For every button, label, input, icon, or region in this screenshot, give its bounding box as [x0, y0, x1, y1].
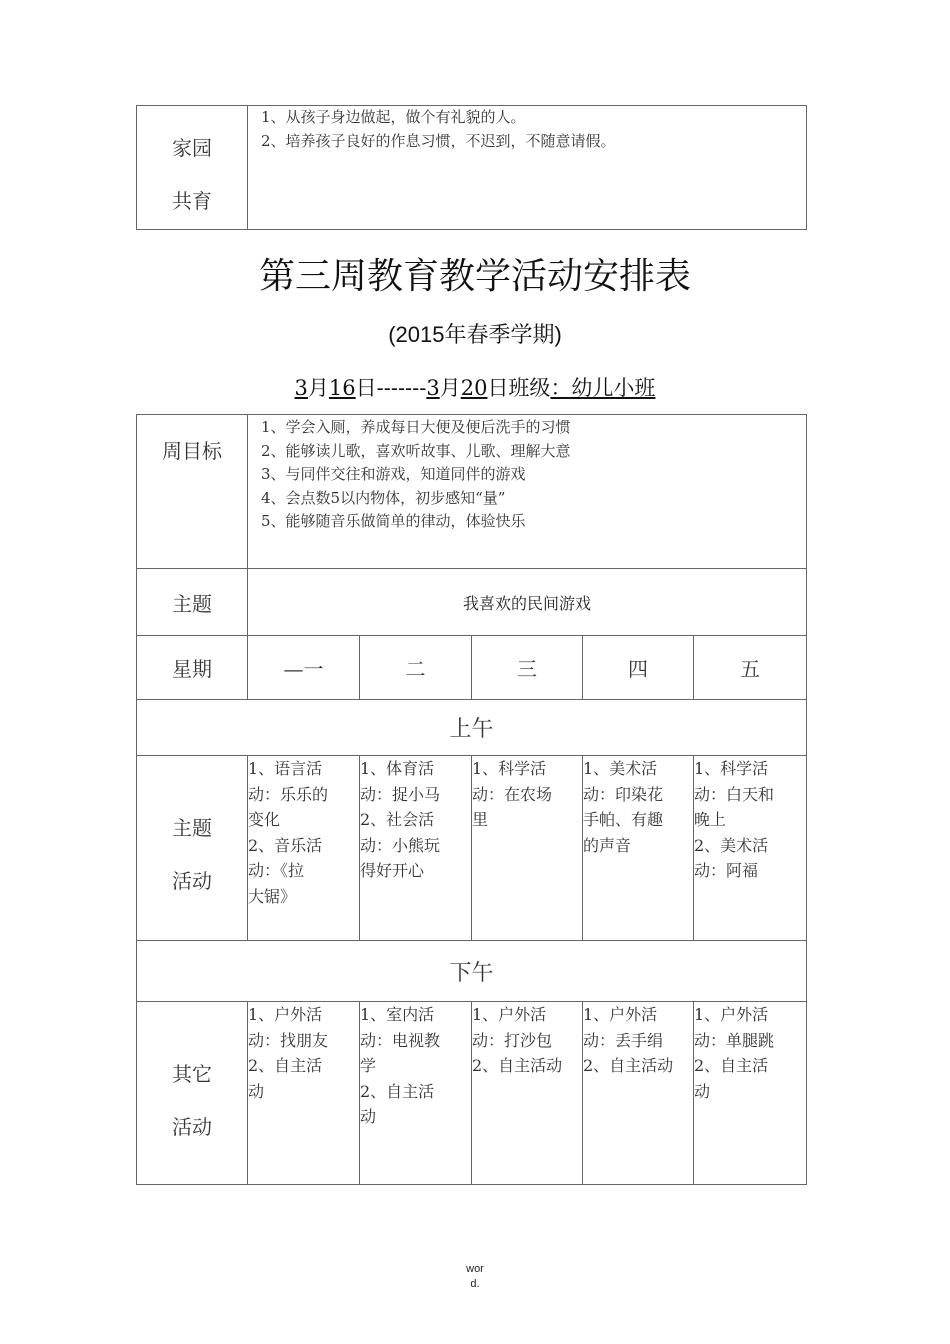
afternoon-label: 下午 [137, 941, 807, 1002]
activity-line: 动：乐乐的 [248, 784, 329, 804]
date-text: 月 [307, 376, 329, 400]
activity-line: 里 [472, 810, 489, 829]
activity-line: 1、美术活 [583, 759, 658, 778]
activity-line: 1、语言活 [248, 759, 323, 778]
activity-cell [472, 756, 583, 941]
activity-line: 得好开心 [360, 861, 425, 880]
theme-value: 我喜欢的民间游戏 [248, 569, 807, 636]
activity-line: 1、室内活 [360, 1005, 435, 1024]
activity-text [694, 756, 806, 884]
weekly-goals-label [137, 415, 248, 569]
activity-line: 动：捉小马 [360, 784, 441, 804]
activity-line: 大锯》 [248, 886, 297, 906]
activity-line: 晚上 [694, 810, 727, 829]
date-text: 日------- [355, 376, 427, 400]
activity-text [360, 756, 471, 884]
footer-watermark [0, 1262, 950, 1292]
home-coop-content [248, 106, 807, 230]
weekday-cell: 五 [694, 636, 807, 700]
activity-line: 动：丢手绢 [583, 1030, 664, 1050]
activity-line: 动：找朋友 [248, 1030, 329, 1050]
activity-line: 动：印染花 [583, 784, 664, 804]
afternoon-header-row [137, 941, 807, 1002]
morning-label: 上午 [137, 700, 807, 756]
end-month: 3 [426, 376, 440, 400]
start-month: 3 [294, 376, 308, 400]
activity-line: 2、美术活 [694, 835, 769, 855]
activity-text [472, 756, 582, 833]
activity-line: 动：打沙包 [472, 1030, 553, 1050]
weekday-cell: 三 [472, 636, 583, 700]
activity-line: 变化 [248, 810, 281, 829]
weekly-goals-content [248, 415, 807, 569]
goal-item: 5、能够随音乐做简单的律动，体验快乐 [261, 512, 526, 530]
activity-text [583, 756, 693, 858]
morning-row-label [137, 756, 248, 941]
date-class-line [0, 372, 950, 402]
activity-cell [248, 1002, 360, 1185]
weekday-label: 星期 [137, 636, 248, 700]
activity-line: 1、户外活 [694, 1005, 769, 1024]
activity-line: 1、户外活 [248, 1005, 323, 1024]
activity-text [472, 1002, 582, 1079]
activity-cell [583, 756, 694, 941]
activity-line: 2、自主活动 [583, 1056, 674, 1075]
weekly-goals-label-text: 周目标 [162, 439, 222, 463]
activity-line: 1、科学活 [694, 759, 769, 778]
activity-cell [694, 756, 807, 941]
afternoon-row-label-line2: 活动 [172, 1115, 212, 1139]
activity-line: 2、自主活 [248, 1056, 323, 1075]
activity-line: 的声音 [583, 835, 632, 855]
activity-line: 2、自主活 [694, 1056, 769, 1075]
home-coop-label-line1: 家园 [172, 136, 212, 160]
start-day: 16 [328, 376, 356, 400]
afternoon-row-label [137, 1002, 248, 1185]
page-title: 第三周教育教学活动安排表 [258, 255, 691, 296]
theme-row [137, 569, 807, 636]
home-coop-label [137, 106, 248, 230]
morning-activities-row [137, 756, 807, 941]
goal-item: 1、学会入厕，养成每日大便及便后洗手的习惯 [261, 418, 571, 436]
activity-text [360, 1002, 471, 1130]
activity-line: 1、科学活 [472, 759, 547, 778]
weekday-cell: 四 [583, 636, 694, 700]
activity-line: 1、户外活 [583, 1005, 658, 1024]
activity-line: 1、户外活 [472, 1005, 547, 1024]
end-day: 20 [460, 376, 488, 400]
activity-line: 2、社会活 [360, 810, 435, 829]
class-name: ：幼儿小班 [550, 376, 656, 400]
activity-line: 动：在农场 [472, 784, 553, 804]
activity-cell [472, 1002, 583, 1185]
activity-cell [360, 1002, 472, 1185]
goal-item: 4、会点数5以内物体，初步感知“量” [261, 488, 506, 507]
activity-text [583, 1002, 693, 1079]
activity-line: 1、体育活 [360, 759, 435, 778]
footer-line: wor [466, 1263, 484, 1275]
goal-item: 2、能够读儿歌，喜欢听故事、儿歌、理解大意 [261, 441, 571, 460]
activity-cell [248, 756, 360, 941]
weekday-row [137, 636, 807, 700]
home-coop-item: 2、培养孩子良好的作息习惯，不迟到，不随意请假。 [261, 131, 616, 150]
activity-line: 学 [360, 1056, 377, 1075]
activity-line: 动：白天和 [694, 784, 775, 804]
activity-text [694, 1002, 806, 1104]
morning-row-label-line2: 活动 [172, 869, 212, 893]
afternoon-activities-row [137, 1002, 807, 1185]
activity-line: 动：小熊玩 [360, 835, 441, 855]
page-subtitle: (2015年春季学期) [388, 322, 562, 347]
activity-line: 2、音乐活 [248, 835, 323, 855]
footer-line: d. [470, 1278, 480, 1290]
activity-line: 2、自主活 [360, 1081, 435, 1101]
morning-header-row [137, 700, 807, 756]
activity-line: 动：电视教 [360, 1030, 441, 1050]
goal-item: 3、与同伴交往和游戏，知道同伴的游戏 [261, 465, 526, 483]
weekday-cell: —一 [248, 636, 360, 700]
theme-label: 主题 [137, 569, 248, 636]
activity-cell [583, 1002, 694, 1185]
home-coop-label-line2: 共育 [172, 189, 212, 213]
activity-line: 手帕、有趣 [583, 810, 664, 829]
home-coop-item: 1、从孩子身边做起，做个有礼貌的人。 [261, 108, 526, 126]
afternoon-row-label-line1: 其它 [172, 1062, 212, 1086]
activity-text [248, 756, 359, 909]
activity-text [248, 1002, 359, 1104]
activity-line: 动：单腿跳 [694, 1030, 775, 1050]
activity-cell [360, 756, 472, 941]
activity-line: 动：阿福 [694, 861, 759, 880]
morning-row-label-line1: 主题 [172, 816, 212, 840]
date-text: 日班级 [487, 376, 551, 400]
activity-line: 2、自主活动 [472, 1056, 563, 1075]
weekly-goals-row [137, 415, 807, 569]
activity-line: 动：《拉 [248, 861, 305, 880]
home-coop-table [136, 105, 807, 230]
date-text: 月 [439, 376, 461, 400]
schedule-table [136, 414, 807, 1185]
activity-cell [694, 1002, 807, 1185]
activity-line: 动 [248, 1081, 265, 1101]
weekday-cell: 二 [360, 636, 472, 700]
activity-line: 动 [360, 1107, 377, 1126]
activity-line: 动 [694, 1081, 711, 1101]
